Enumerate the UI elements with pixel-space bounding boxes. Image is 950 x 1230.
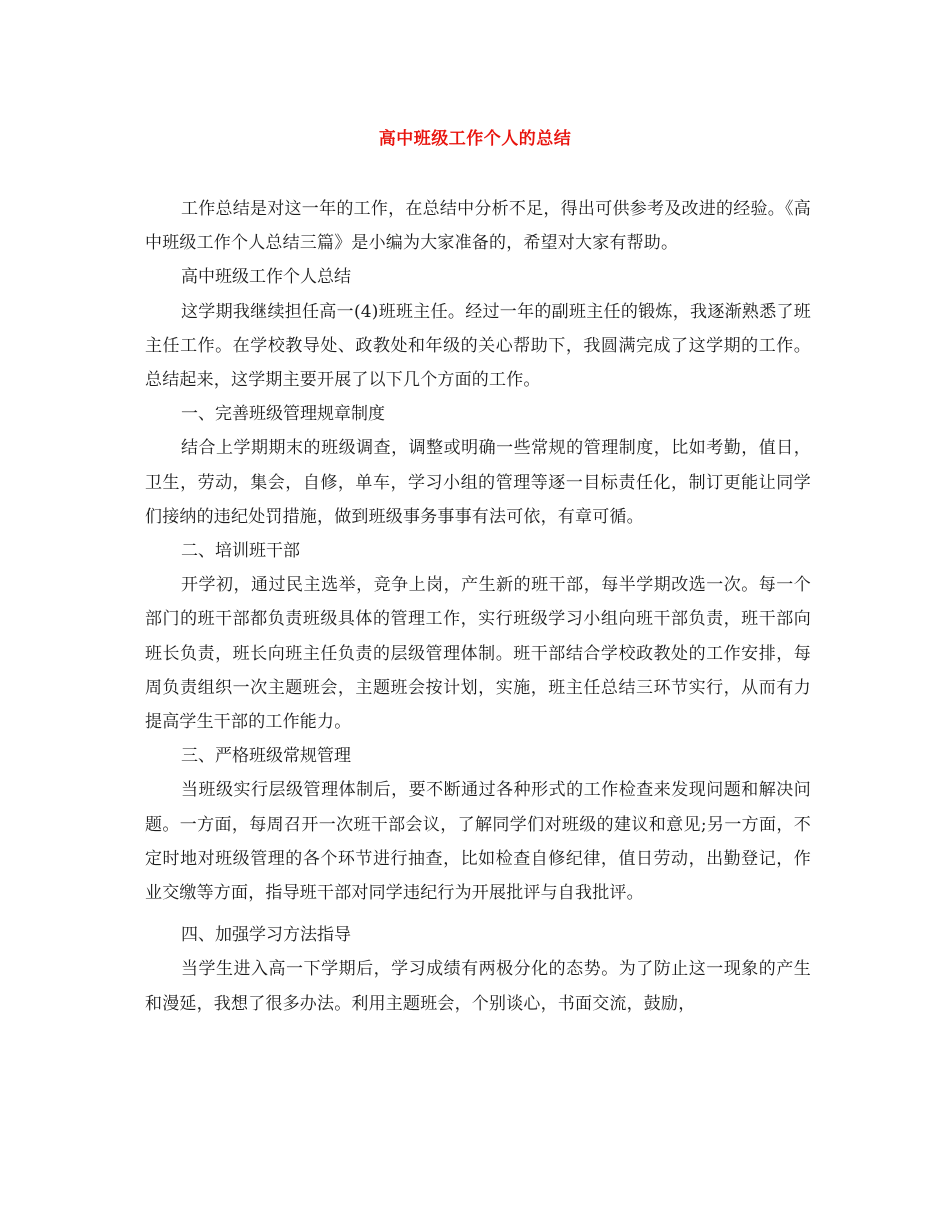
section-heading-1: 一、完善班级管理规章制度: [181, 404, 385, 425]
opening-paragraph: 这学期我继续担任高一(4)班班主任。经过一年的副班主任的锻炼，我逐渐熟悉了班主任工作。在学校教导处、政教处和年级的关心帮助下，我圆满完成了这学期的工作。总结起来，这学期主要开展了以下几个方面的工作。: [145, 301, 811, 391]
section-heading-3: 三、严格班级常规管理: [181, 746, 351, 767]
intro-paragraph: 工作总结是对这一年的工作，在总结中分析不足，得出可供参考及改进的经验。《高中班级工作个人总结三篇》是小编为大家准备的，希望对大家有帮助。: [145, 199, 811, 254]
document-body: [145, 192, 811, 1021]
section-1-paragraph: 结合上学期期末的班级调查，调整或明确一些常规的管理制度，比如考勤，值日，卫生，劳动，集会，自修，单车，学习小组的管理等逐一目标责任化，制订更能让同学们接纳的违纪处罚措施，做到班级事务事事有法可依，有章可循。: [145, 438, 811, 527]
section-2-paragraph: 开学初，通过民主选举，竞争上岗，产生新的班干部，每半学期改选一次。每一个部门的班干部都负责班级具体的管理工作，实行班级学习小组向班干部负责，班干部向班长负责，班长向班主任负责的层级管理体制。班干部结合学校政教处的工作安排，每周负责组织一次主题班会，主题班会按计划，实施，班主任总结三环节实行，从而有力提高学生干部的工作能力。: [145, 575, 811, 733]
section-heading-2: 二、培训班干部: [181, 541, 300, 562]
paragraph-spacer: [145, 910, 811, 918]
section-heading-4: 四、加强学习方法指导: [181, 925, 351, 946]
section-4-paragraph: 当学生进入高一下学期后，学习成绩有两极分化的态势。为了防止这一现象的产生和漫延，我想了很多办法。利用主题班会，个别谈心，书面交流，鼓励，: [145, 959, 811, 1014]
section-3-paragraph: 当班级实行层级管理体制后，要不断通过各种形式的工作检查来发现问题和解决问题。一方面，每周召开一次班干部会议，了解同学们对班级的建议和意见;另一方面，不定时地对班级管理的各个环节进行抽查，比如检查自修纪律，值日劳动，出勤登记，作业交缴等方面，指导班干部对同学违纪行为开展批评与自我批评。: [145, 780, 811, 904]
section-heading-summary: 高中班级工作个人总结: [181, 267, 351, 288]
document-title: 高中班级工作个人的总结: [378, 129, 572, 149]
